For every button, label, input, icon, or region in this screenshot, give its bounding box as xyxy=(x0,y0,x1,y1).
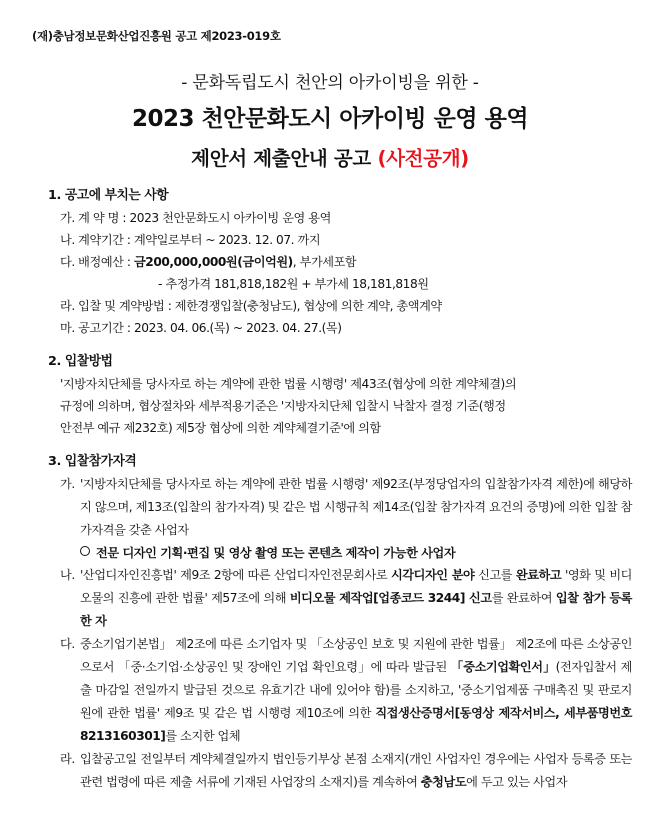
item-text xyxy=(80,633,632,748)
text-run: '영화 및 비디오물의 진흥에 관한 법률' 제57조에 의해 xyxy=(80,568,632,605)
bidding-method-text: 규정에 의하며, 협상절차와 세부적용기준은 '지방자치단체 입찰시 낙찰자 결정 기준(행정 xyxy=(60,399,506,413)
section-1 xyxy=(48,185,632,339)
bidding-method-text: 안전부 예규 제232호) 제5장 협상에 의한 계약체결기준'에 의함 xyxy=(60,421,381,435)
item-text xyxy=(80,748,632,794)
bidding-method: 라. 입찰 및 계약방법 : 제한경쟁입찰(충청남도), 협상에 의한 계약, 총액계약 xyxy=(60,299,442,313)
circle-bullet-icon xyxy=(80,546,90,556)
document-title-line2 xyxy=(0,143,660,171)
contract-name: 가. 계 약 명 : 2023 천안문화도시 아카이빙 운영 용역 xyxy=(60,211,331,225)
pre-release-label: (사전공개) xyxy=(377,147,469,170)
item-marker: 나. xyxy=(60,568,75,582)
qualification-ga xyxy=(48,473,632,542)
item-marker: 라. xyxy=(60,752,75,766)
bold-run: 직접생산증명서[동영상 제작서비스, 세부품명번호 8213160301] xyxy=(80,706,632,743)
sub-text: 전문 디자인 기획·편집 및 영상 촬영 또는 콘텐츠 제작이 가능한 사업자 xyxy=(96,546,456,560)
document-title: 2023 천안문화도시 아카이빙 운영 용역 xyxy=(131,106,529,132)
document-subtitle: - 문화독립도시 천안의 아카이빙을 위한 - xyxy=(181,73,479,93)
text-run: 를 소지한 업체 xyxy=(165,729,241,743)
bidding-method-text: '지방자치단체를 당사자로 하는 계약에 관한 법률 시행령' 제43조(협상에 의한 계약체결)의 xyxy=(60,377,517,391)
notice-body xyxy=(48,185,632,794)
qualification-da xyxy=(48,633,632,748)
bold-run: 「중소기업확인서」 xyxy=(450,660,556,674)
text-run: 에 두고 있는 사업자 xyxy=(466,775,568,789)
notice-period: 마. 공고기간 : 2023. 04. 06.(목) ~ 2023. 04. 27.(목) xyxy=(60,321,342,335)
text-run: 중소기업기본법」 제2조에 따른 소기업자 및 「소상공인 보호 및 지원에 관한 법률」 제2조에 따른 소상공인으로서 「중·소기업·소상공인 및 장애인 기업 확인요령」에 따라 발급된 xyxy=(80,637,632,674)
item-marker: 가. xyxy=(60,477,75,491)
item-text xyxy=(80,564,632,633)
section-2-heading: 2. 입찰방법 xyxy=(48,354,113,369)
title-main-text: 제안서 제출안내 공고 xyxy=(191,147,378,170)
text-run: '산업디자인진흥법' 제9조 2항에 따른 산업디자인전문회사로 xyxy=(80,568,391,582)
estimated-price: - 추정가격 181,818,182원 + 부가세 18,181,818원 xyxy=(158,277,429,291)
budget-amount: 금200,000,000원(금이억원) xyxy=(133,255,293,269)
bold-run: 비디오물 제작업[업종코드 3244] 신고 xyxy=(289,591,492,605)
section-3-heading: 3. 입찰참가자격 xyxy=(48,454,137,469)
qualification-ga-sub xyxy=(48,542,632,564)
section-2 xyxy=(48,351,632,439)
contract-period: 나. 계약기간 : 계약일로부터 ~ 2023. 12. 07. 까지 xyxy=(60,233,321,247)
text-run: 를 완료하여 xyxy=(491,591,556,605)
bold-run: 완료하고 xyxy=(515,568,562,582)
section-3 xyxy=(48,451,632,794)
bold-run: 입찰 참가 등록한 자 xyxy=(80,591,632,628)
budget-suffix: , 부가세포함 xyxy=(292,255,357,269)
bold-run: 시각디자인 분야 xyxy=(390,568,475,582)
section-1-heading: 1. 공고에 부치는 사항 xyxy=(48,188,169,203)
item-marker: 다. xyxy=(60,637,75,651)
notice-number: (재)충남정보문화산업진흥원 공고 제2023-019호 xyxy=(32,29,281,43)
qualification-ra xyxy=(48,748,632,794)
qualification-na xyxy=(48,564,632,633)
budget-prefix: 다. 배정예산 : xyxy=(60,255,134,269)
text-run: 신고를 xyxy=(474,568,516,582)
bold-run: 충청남도 xyxy=(420,775,467,789)
text-run: (전자입찰서 제출 마감일 전일까지 발급된 것으로 유효기간 내에 있어야 함)를 소지하고, '중소기업제품 구매촉진 및 판로지원에 관한 법률' 제9조 및 같은 법 시행령 제10조에 의한 xyxy=(80,660,632,720)
item-text: '지방자치단체를 당사자로 하는 계약에 관한 법률 시행령' 제92조(부정당업자의 입찰참가자격 제한)에 해당하지 않으며, 제13조(입찰의 참가자격) 및 같은 법 시행규칙 제14조(입찰 참가자격 요건의 증명)에 의한 입찰 참가자격을 갖춘 사업자 xyxy=(80,477,632,537)
text-run: 입찰공고일 전일부터 계약체결일까지 법인등기부상 본점 소재지(개인 사업자인 경우에는 사업자 등록증 또는 관련 법령에 따른 제출 서류에 기재된 사업장의 소재지)를 계속하여 xyxy=(80,752,632,789)
budget xyxy=(48,251,632,273)
